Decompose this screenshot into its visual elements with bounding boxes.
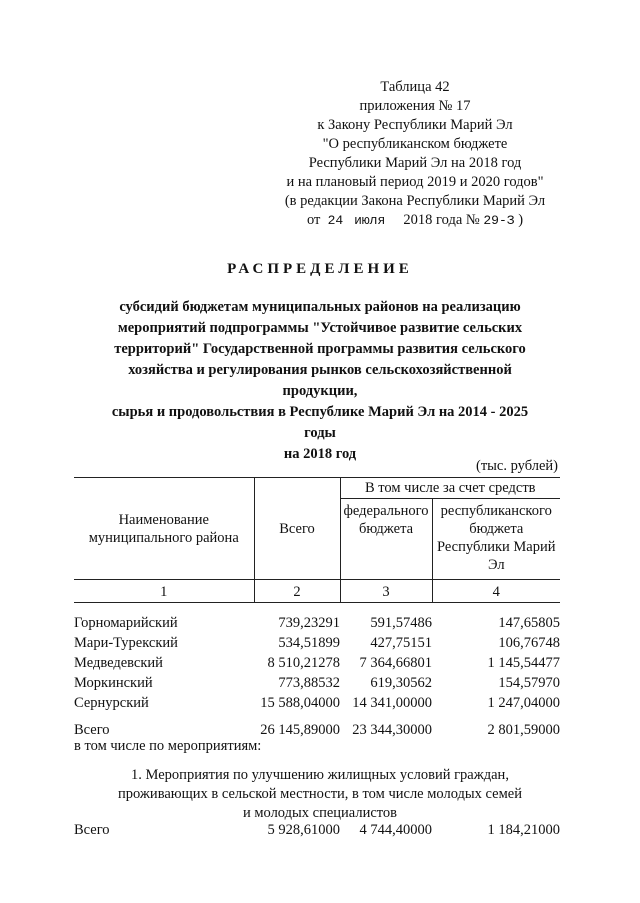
document-subtitle: [95, 297, 545, 465]
column-number: 1: [74, 580, 254, 603]
date-year: 2018 года №: [403, 212, 480, 228]
subtitle-line: мероприятий подпрограммы "Устойчивое развитие сельских: [117, 320, 523, 336]
federal-value: 23 344,30000: [352, 722, 432, 738]
subtitle-line: территорий" Государственной программы развития сельского: [114, 341, 526, 357]
amendment-date-line: [270, 211, 560, 230]
district-name: Горномарийский: [74, 615, 178, 631]
column-header-total: Всего: [254, 478, 340, 580]
units-label: (тыс. рублей): [476, 458, 558, 474]
header-line: (в редакции Закона Республики Марий Эл: [284, 193, 546, 209]
total-row-label: Всего: [74, 722, 110, 738]
header-line: к Закону Республики Марий Эл: [317, 117, 513, 133]
subtitle-line: на 2018 год: [283, 446, 357, 462]
subtitle-line: субсидий бюджетам муниципальных районов на реализацию: [119, 299, 521, 315]
total-row: [74, 720, 560, 740]
date-close: ): [518, 212, 524, 228]
table-row: [74, 673, 560, 693]
total-value: 26 145,89000: [260, 722, 340, 738]
measures-note: в том числе по мероприятиям:: [74, 738, 262, 754]
district-name: Медведевский: [74, 655, 163, 671]
document-title: РАСПРЕДЕЛЕНИЕ: [227, 261, 413, 277]
section-1-title: [100, 766, 540, 823]
total-value: 8 510,21278: [267, 655, 340, 671]
distribution-table-wrapper: [74, 477, 560, 740]
district-name: Сернурский: [74, 695, 149, 711]
section-republic-value: 1 184,21000: [487, 822, 560, 838]
law-number: 29-З: [483, 213, 515, 228]
column-header-name: Наименование муниципального района: [74, 478, 254, 580]
federal-value: 619,30562: [370, 675, 432, 691]
header-line: и на плановый период 2019 и 2020 годов": [286, 174, 544, 190]
column-number: 2: [254, 580, 340, 603]
section-title-line: 1. Мероприятия по улучшению жилищных условий граждан,: [131, 767, 509, 783]
federal-value: 427,75151: [370, 635, 432, 651]
section-total-label: Всего: [74, 822, 110, 838]
federal-value: 7 364,66801: [359, 655, 432, 671]
republic-value: 106,76748: [498, 635, 560, 651]
date-day: 24: [327, 213, 344, 228]
total-value: 534,51899: [278, 635, 340, 651]
column-header-federal: федерального бюджета: [340, 499, 432, 580]
subtitle-line: сырья и продовольствия в Республике Марий Эл на 2014 - 2025 годы: [111, 404, 529, 441]
table-row: [74, 613, 560, 633]
subtitle-line: хозяйства и регулирования рынков сельскохозяйственной продукции,: [128, 362, 512, 399]
date-prefix: от: [306, 212, 321, 228]
section-total-value: 5 928,61000: [267, 822, 340, 838]
republic-value: 2 801,59000: [487, 722, 560, 738]
header-line: Республики Марий Эл на 2018 год: [308, 155, 522, 171]
republic-value: 1 145,54477: [487, 655, 560, 671]
table-row: [74, 693, 560, 713]
header-line: "О республиканском бюджете: [322, 136, 508, 152]
column-header-republic: республиканского бюджета Республики Марий Эл: [432, 499, 560, 580]
section-title-line: проживающих в сельской местности, в том числе молодых семей: [118, 786, 522, 802]
republic-value: 147,65805: [498, 615, 560, 631]
date-month: июля: [354, 213, 386, 228]
total-value: 15 588,04000: [260, 695, 340, 711]
republic-value: 154,57970: [498, 675, 560, 691]
section-title-line: и молодых специалистов: [242, 805, 398, 821]
section-federal-value: 4 744,40000: [359, 822, 432, 838]
column-number: 3: [340, 580, 432, 603]
header-line: приложения № 17: [359, 98, 471, 114]
total-value: 739,23291: [278, 615, 340, 631]
column-header-group: В том числе за счет средств: [340, 478, 560, 499]
table-row: [74, 653, 560, 673]
table-row: [74, 633, 560, 653]
header-line: Таблица 42: [380, 79, 450, 95]
district-name: Моркинский: [74, 675, 153, 691]
column-number: 4: [432, 580, 560, 603]
district-name: Мари-Турекский: [74, 635, 178, 651]
total-value: 773,88532: [278, 675, 340, 691]
distribution-table: [74, 477, 560, 740]
federal-value: 14 341,00000: [352, 695, 432, 711]
federal-value: 591,57486: [370, 615, 432, 631]
republic-value: 1 247,04000: [487, 695, 560, 711]
document-header: [270, 78, 560, 230]
